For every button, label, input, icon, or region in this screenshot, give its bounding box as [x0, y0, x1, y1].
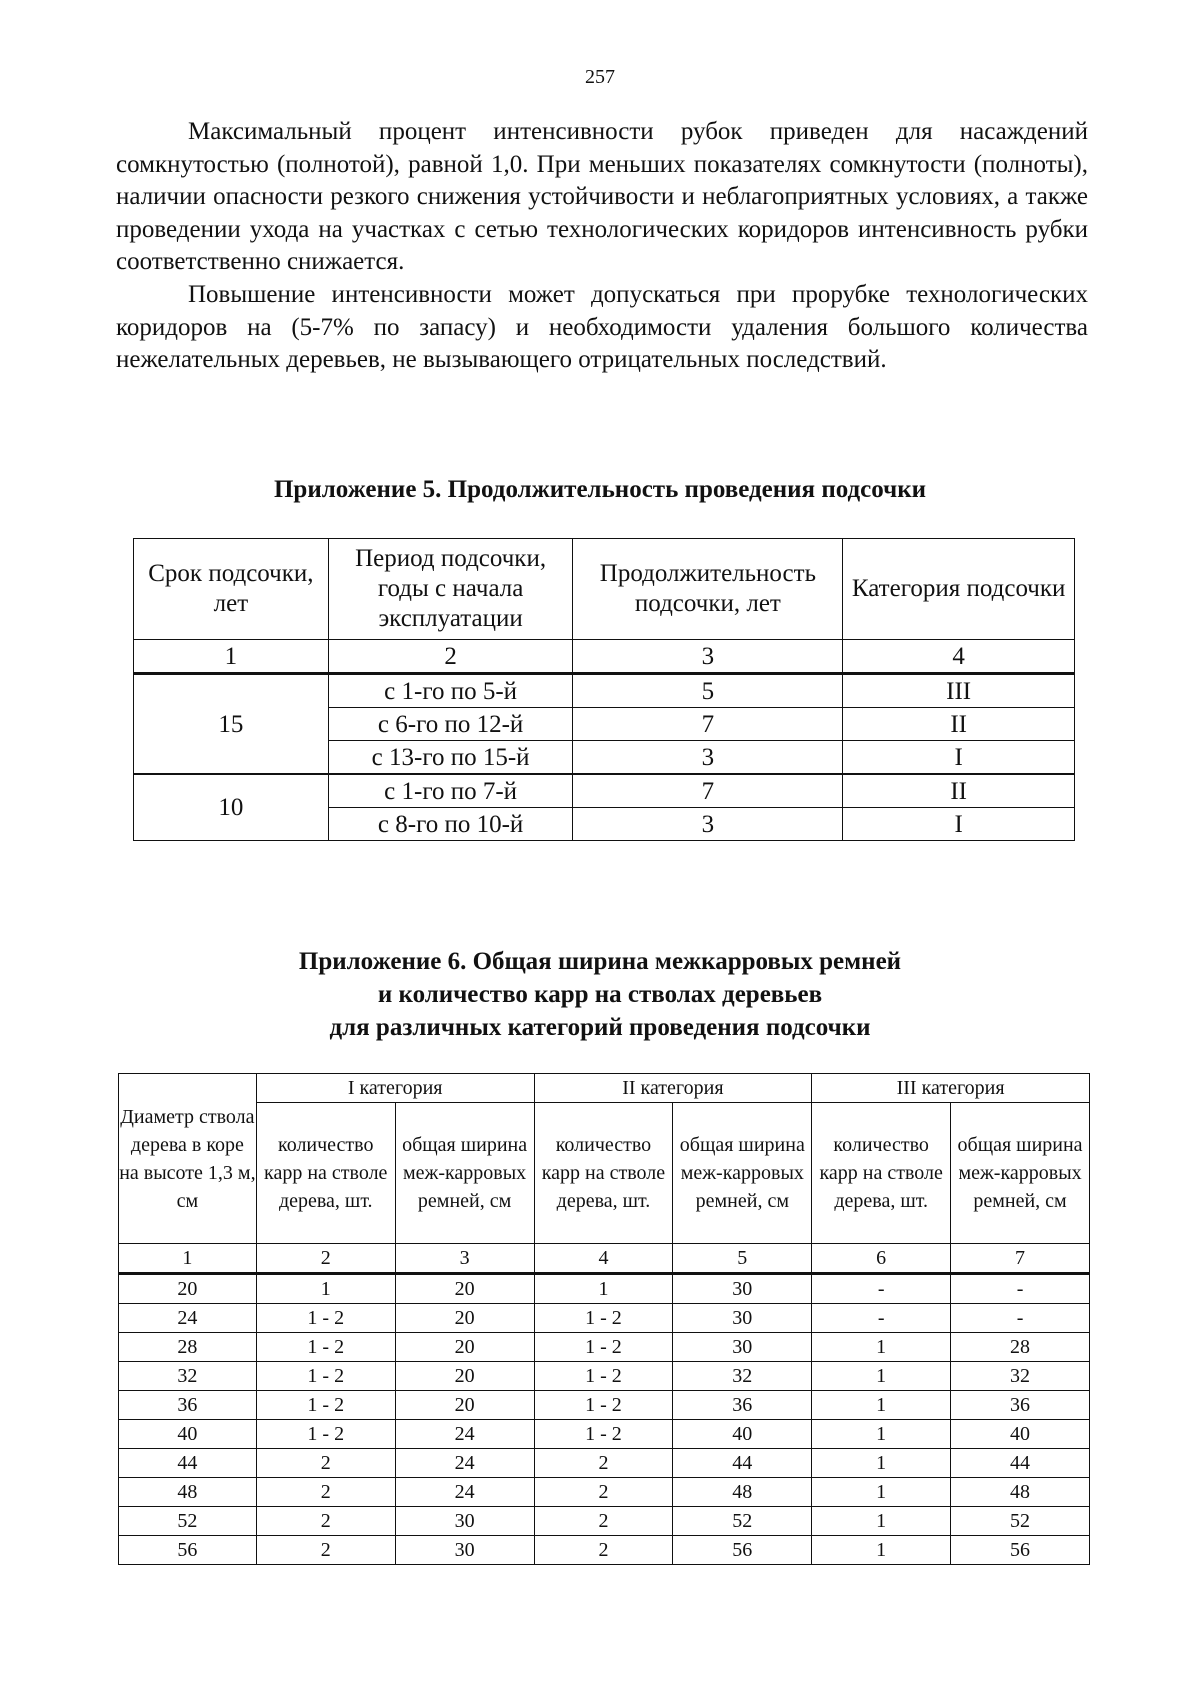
value-cell: 1: [812, 1362, 951, 1391]
col-number: 4: [843, 640, 1075, 674]
value-cell: 1: [812, 1536, 951, 1565]
category-cell: II: [843, 774, 1075, 808]
value-cell: 1 - 2: [534, 1304, 673, 1333]
value-cell: 2: [534, 1536, 673, 1565]
value-cell: 1 - 2: [534, 1420, 673, 1449]
col-number: 6: [812, 1244, 951, 1274]
table-row: [119, 1391, 1090, 1420]
diameter-cell: 36: [119, 1391, 257, 1420]
col-number: 2: [328, 640, 573, 674]
table-row: [119, 1507, 1090, 1536]
col-number: 1: [134, 640, 329, 674]
value-cell: 1 - 2: [256, 1362, 395, 1391]
value-cell: 32: [673, 1362, 812, 1391]
table-row: [119, 1449, 1090, 1478]
value-cell: 1 - 2: [256, 1333, 395, 1362]
header-period: Период подсочки, годы с начала эксплуатации: [328, 539, 573, 640]
subheader-count: количество карр на стволе дерева, шт.: [812, 1103, 951, 1244]
category-cell: I: [843, 808, 1075, 841]
value-cell: 1 - 2: [256, 1391, 395, 1420]
value-cell: 36: [673, 1391, 812, 1420]
value-cell: 1: [812, 1333, 951, 1362]
value-cell: 30: [395, 1536, 534, 1565]
duration-cell: 5: [573, 674, 843, 708]
value-cell: 24: [395, 1420, 534, 1449]
value-cell: 20: [395, 1274, 534, 1304]
value-cell: 48: [951, 1478, 1090, 1507]
term-cell: 10: [134, 774, 329, 841]
value-cell: 20: [395, 1333, 534, 1362]
value-cell: 2: [256, 1536, 395, 1565]
value-cell: 40: [951, 1420, 1090, 1449]
subheader-count: количество карр на стволе дерева, шт.: [534, 1103, 673, 1244]
appendix6-title-line: Приложение 6. Общая ширина межкарровых ремней: [298, 948, 902, 975]
diameter-cell: 48: [119, 1478, 257, 1507]
table-header-row: [134, 539, 1075, 640]
period-cell: с 1-го по 5-й: [328, 674, 573, 708]
subheader-width: общая ширина меж-карровых ремней, см: [951, 1103, 1090, 1244]
value-cell: 28: [951, 1333, 1090, 1362]
table-row: [119, 1362, 1090, 1391]
header-duration: Продолжительность подсочки, лет: [573, 539, 843, 640]
appendix6-table-body: [119, 1274, 1090, 1565]
value-cell: 40: [673, 1420, 812, 1449]
table-row: [119, 1478, 1090, 1507]
paragraph-1: Максимальный процент интенсивности рубок приведен для насаждений сомкнутостью (полнотой), равной 1,0. При меньших показателях сомкнутости (полноты), наличии опасности резкого снижения устойчивости и неблагоприятных условиях, а также проведении ухода на участках с сетью технологических коридоров интенсивность рубки соответственно снижается.: [116, 118, 1088, 276]
value-cell: 1 - 2: [256, 1420, 395, 1449]
value-cell: -: [951, 1274, 1090, 1304]
column-number-row: [119, 1244, 1090, 1274]
value-cell: 1: [812, 1507, 951, 1536]
subheader-width: общая ширина меж-карровых ремней, см: [395, 1103, 534, 1244]
table-row: [119, 1333, 1090, 1362]
col-number: 1: [119, 1244, 257, 1274]
period-cell: с 6-го по 12-й: [328, 708, 573, 741]
value-cell: 2: [534, 1507, 673, 1536]
value-cell: 36: [951, 1391, 1090, 1420]
category-cell: II: [843, 708, 1075, 741]
table-row: [119, 1274, 1090, 1304]
diameter-cell: 44: [119, 1449, 257, 1478]
value-cell: 2: [256, 1507, 395, 1536]
table-row: [134, 674, 1075, 708]
value-cell: 30: [395, 1507, 534, 1536]
value-cell: 56: [951, 1536, 1090, 1565]
value-cell: 24: [395, 1449, 534, 1478]
value-cell: 2: [534, 1478, 673, 1507]
header-category-2: II категория: [534, 1074, 812, 1103]
duration-cell: 3: [573, 741, 843, 775]
diameter-cell: 56: [119, 1536, 257, 1565]
value-cell: -: [951, 1304, 1090, 1333]
diameter-cell: 28: [119, 1333, 257, 1362]
value-cell: 32: [951, 1362, 1090, 1391]
period-cell: с 13-го по 15-й: [328, 741, 573, 775]
duration-cell: 7: [573, 708, 843, 741]
col-number: 3: [573, 640, 843, 674]
value-cell: 30: [673, 1333, 812, 1362]
header-term: Срок подсочки, лет: [134, 539, 329, 640]
value-cell: 52: [951, 1507, 1090, 1536]
subheader-count: количество карр на стволе дерева, шт.: [256, 1103, 395, 1244]
duration-cell: 7: [573, 774, 843, 808]
appendix5-title: Приложение 5. Продолжительность проведения подсочки: [273, 476, 927, 503]
appendix5-table: [133, 538, 1075, 841]
col-number: 4: [534, 1244, 673, 1274]
diameter-cell: 32: [119, 1362, 257, 1391]
appendix6-title-line: и количество карр на стволах деревьев: [377, 981, 823, 1008]
value-cell: 1 - 2: [534, 1333, 673, 1362]
subheader-width: общая ширина меж-карровых ремней, см: [673, 1103, 812, 1244]
table-row: [119, 1420, 1090, 1449]
value-cell: 1: [812, 1478, 951, 1507]
diameter-cell: 24: [119, 1304, 257, 1333]
appendix6-table: [118, 1073, 1090, 1565]
term-cell: 15: [134, 674, 329, 775]
value-cell: 2: [534, 1449, 673, 1478]
value-cell: 30: [673, 1274, 812, 1304]
period-cell: с 8-го по 10-й: [328, 808, 573, 841]
table-row: [134, 774, 1075, 808]
diameter-cell: 20: [119, 1274, 257, 1304]
diameter-cell: 40: [119, 1420, 257, 1449]
value-cell: 1 - 2: [256, 1304, 395, 1333]
table-subheader-row: [119, 1103, 1090, 1244]
value-cell: 56: [673, 1536, 812, 1565]
period-cell: с 1-го по 7-й: [328, 774, 573, 808]
appendix6-title-line: для различных категорий проведения подсочки: [329, 1014, 871, 1041]
value-cell: 44: [951, 1449, 1090, 1478]
value-cell: 1: [256, 1274, 395, 1304]
col-number: 2: [256, 1244, 395, 1274]
appendix6-title: [0, 945, 1200, 1044]
table-row: [119, 1536, 1090, 1565]
col-number: 3: [395, 1244, 534, 1274]
value-cell: 20: [395, 1304, 534, 1333]
value-cell: 30: [673, 1304, 812, 1333]
header-category: Категория подсочки: [843, 539, 1075, 640]
paragraph-2: Повышение интенсивности может допускаться при прорубке технологических коридоров на (5-7% по запасу) и необходимости удаления большого количества нежелательных деревьев, не вызывающего отрицательных последствий.: [116, 280, 1088, 374]
category-cell: I: [843, 741, 1075, 775]
value-cell: 20: [395, 1362, 534, 1391]
page-number: 257: [585, 66, 615, 88]
value-cell: 44: [673, 1449, 812, 1478]
header-category-3: III категория: [812, 1074, 1090, 1103]
value-cell: 1 - 2: [534, 1362, 673, 1391]
col-number: 7: [951, 1244, 1090, 1274]
value-cell: 1: [812, 1449, 951, 1478]
col-number: 5: [673, 1244, 812, 1274]
value-cell: 20: [395, 1391, 534, 1420]
duration-cell: 3: [573, 808, 843, 841]
table-header-row: [119, 1074, 1090, 1103]
value-cell: 2: [256, 1478, 395, 1507]
diameter-cell: 52: [119, 1507, 257, 1536]
value-cell: 1: [812, 1391, 951, 1420]
value-cell: 1: [534, 1274, 673, 1304]
category-cell: III: [843, 674, 1075, 708]
value-cell: 52: [673, 1507, 812, 1536]
body-text: [116, 116, 1088, 377]
table-row: [119, 1304, 1090, 1333]
value-cell: -: [812, 1274, 951, 1304]
value-cell: 48: [673, 1478, 812, 1507]
column-number-row: [134, 640, 1075, 674]
header-diameter: Диаметр ствола дерева в коре на высоте 1,3 м, см: [119, 1074, 257, 1244]
value-cell: -: [812, 1304, 951, 1333]
header-category-1: I категория: [256, 1074, 534, 1103]
value-cell: 1: [812, 1420, 951, 1449]
value-cell: 2: [256, 1449, 395, 1478]
value-cell: 1 - 2: [534, 1391, 673, 1420]
value-cell: 24: [395, 1478, 534, 1507]
